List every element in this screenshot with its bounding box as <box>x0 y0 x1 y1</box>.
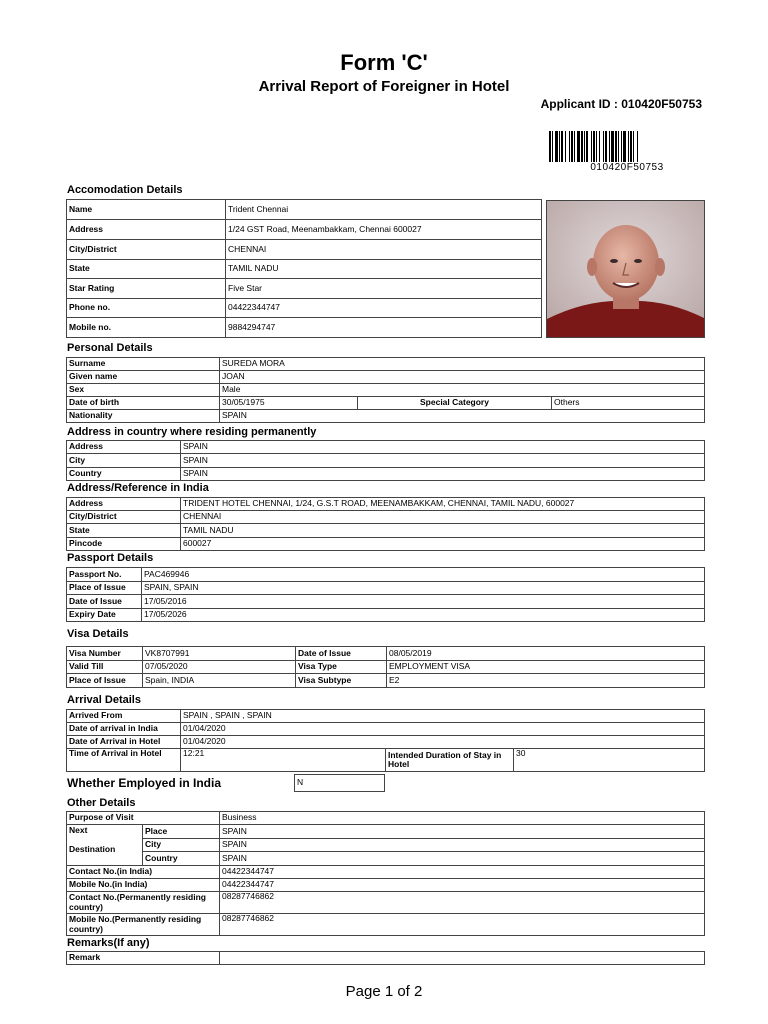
city-label: City <box>143 839 220 852</box>
table-row <box>67 582 705 595</box>
row-value: PAC469946 <box>142 568 705 582</box>
row-value: SPAIN, SPAIN <box>142 582 705 595</box>
sex-label: Sex <box>67 384 220 397</box>
nationality-value: SPAIN <box>220 410 705 423</box>
country-value: SPAIN <box>220 852 705 866</box>
next-destination-label <box>67 825 143 866</box>
table-row <box>67 736 705 749</box>
table-row <box>67 397 705 410</box>
section-visa: Visa Details <box>67 628 129 640</box>
row-value: TAMIL NADU <box>226 260 542 279</box>
table-row <box>67 609 705 622</box>
remark-value <box>220 952 705 965</box>
table-row <box>67 358 705 371</box>
row-value: 600027 <box>181 538 705 551</box>
visa-number-label: Visa Number <box>67 647 143 661</box>
mobile-india-label: Mobile No.(in India) <box>67 879 220 892</box>
row-value: CHENNAI <box>226 240 542 260</box>
barcode-image <box>549 131 705 162</box>
nationality-label: Nationality <box>67 410 220 423</box>
city-value: SPAIN <box>220 839 705 852</box>
mobile-india-value: 04422344747 <box>220 879 705 892</box>
table-row <box>67 749 705 772</box>
visa-doi-label: Date of Issue <box>296 647 387 661</box>
contact-perm-label: Contact No.(Permanently residing country) <box>67 892 220 914</box>
arrival-time-value: 12:21 <box>181 749 386 772</box>
purpose-value: Business <box>220 812 705 825</box>
remarks-table <box>66 951 705 965</box>
given-name-value: JOAN <box>220 371 705 384</box>
row-label: City/District <box>67 240 226 260</box>
row-label: Address <box>67 441 181 454</box>
row-label: Address <box>67 220 226 240</box>
table-row <box>67 384 705 397</box>
form-title: Form 'C' <box>340 50 428 75</box>
row-value: 17/05/2016 <box>142 595 705 609</box>
section-personal: Personal Details <box>67 342 153 354</box>
visa-subtype-value: E2 <box>387 674 705 688</box>
purpose-label: Purpose of Visit <box>67 812 220 825</box>
next-label: Next <box>69 825 88 835</box>
section-other: Other Details <box>67 797 136 809</box>
row-value: 17/05/2026 <box>142 609 705 622</box>
dob-label: Date of birth <box>67 397 220 410</box>
table-row <box>67 318 542 338</box>
table-row <box>67 468 705 481</box>
visa-number-value: VK8707991 <box>143 647 296 661</box>
row-value: SPAIN <box>181 468 705 481</box>
row-value: Five Star <box>226 279 542 299</box>
row-value: 1/24 GST Road, Meenambakkam, Chennai 600027 <box>226 220 542 240</box>
form-subtitle: Arrival Report of Foreigner in Hotel <box>258 78 510 95</box>
row-label: City/District <box>67 511 181 524</box>
section-arrival: Arrival Details <box>67 694 141 706</box>
sex-value: Male <box>220 384 705 397</box>
remark-label: Remark <box>67 952 220 965</box>
table-row <box>67 892 705 914</box>
visa-place-label: Place of Issue <box>67 674 143 688</box>
table-row <box>67 866 705 879</box>
arrived-from-value: SPAIN , SPAIN , SPAIN <box>181 710 705 723</box>
contact-india-value: 04422344747 <box>220 866 705 879</box>
row-label: Place of Issue <box>67 582 142 595</box>
arrival-hotel-label: Date of Arrival in Hotel <box>67 736 181 749</box>
accommodation-table <box>66 199 542 338</box>
dob-value: 30/05/1975 <box>220 397 358 410</box>
table-row <box>67 260 542 279</box>
other-table <box>66 811 705 936</box>
portrait-image <box>547 201 705 338</box>
barcode-text: 010420F50753 <box>590 162 664 173</box>
table-row <box>67 674 705 688</box>
table-row <box>67 498 705 511</box>
mobile-perm-label: Mobile No.(Permanently residing country) <box>67 914 220 936</box>
mobile-perm-value: 08287746862 <box>220 914 705 936</box>
visa-place-value: Spain, INDIA <box>143 674 296 688</box>
row-value: CHENNAI <box>181 511 705 524</box>
country-label: Country <box>143 852 220 866</box>
table-row <box>67 647 705 661</box>
employed-value: N <box>295 775 385 792</box>
row-label: Date of Issue <box>67 595 142 609</box>
table-row <box>67 240 542 260</box>
row-label: Pincode <box>67 538 181 551</box>
row-label: State <box>67 260 226 279</box>
table-row <box>67 595 705 609</box>
table-row <box>67 279 542 299</box>
given-name-label: Given name <box>67 371 220 384</box>
row-label: Passport No. <box>67 568 142 582</box>
row-label: Star Rating <box>67 279 226 299</box>
row-value: 9884294747 <box>226 318 542 338</box>
table-row <box>67 710 705 723</box>
row-value: TRIDENT HOTEL CHENNAI, 1/24, G.S.T ROAD, MEENAMBAKKAM, CHENNAI, TAMIL NADU, 600027 <box>181 498 705 511</box>
table-row <box>67 914 705 936</box>
surname-value: SUREDA MORA <box>220 358 705 371</box>
visa-type-label: Visa Type <box>296 661 387 674</box>
section-india-address: Address/Reference in India <box>67 482 209 494</box>
table-row <box>67 538 705 551</box>
visa-doi-value: 08/05/2019 <box>387 647 705 661</box>
arrival-india-value: 01/04/2020 <box>181 723 705 736</box>
table-row <box>67 812 705 825</box>
row-value: Trident Chennai <box>226 200 542 220</box>
special-category-label: Special Category <box>358 397 552 410</box>
arrival-table <box>66 709 705 772</box>
row-label: Mobile no. <box>67 318 226 338</box>
place-label: Place <box>143 825 220 839</box>
table-row <box>67 661 705 674</box>
special-category-value: Others <box>552 397 705 410</box>
table-row <box>67 410 705 423</box>
india-address-table <box>66 497 705 551</box>
row-label: Name <box>67 200 226 220</box>
table-row <box>67 524 705 538</box>
row-label: Address <box>67 498 181 511</box>
row-label: Expiry Date <box>67 609 142 622</box>
arrival-india-label: Date of arrival in India <box>67 723 181 736</box>
section-remarks: Remarks(If any) <box>67 937 150 949</box>
personal-table <box>66 357 705 423</box>
stay-duration-label: Intended Duration of Stay in Hotel <box>386 749 514 772</box>
visa-type-value: EMPLOYMENT VISA <box>387 661 705 674</box>
table-row <box>67 879 705 892</box>
table-row <box>67 723 705 736</box>
arrived-from-label: Arrived From <box>67 710 181 723</box>
row-value: SPAIN <box>181 454 705 468</box>
table-row <box>67 568 705 582</box>
table-row <box>67 952 705 965</box>
row-label: City <box>67 454 181 468</box>
arrival-hotel-value: 01/04/2020 <box>181 736 705 749</box>
row-label: State <box>67 524 181 538</box>
table-row <box>67 200 542 220</box>
surname-label: Surname <box>67 358 220 371</box>
table-row <box>67 220 542 240</box>
table-row <box>67 441 705 454</box>
table-row <box>67 825 705 839</box>
valid-till-label: Valid Till <box>67 661 143 674</box>
row-value: SPAIN <box>181 441 705 454</box>
section-permanent-address: Address in country where residing permanently <box>67 426 317 438</box>
visa-subtype-label: Visa Subtype <box>296 674 387 688</box>
permanent-address-table <box>66 440 705 481</box>
table-row <box>67 511 705 524</box>
applicant-photo <box>546 200 705 338</box>
applicant-id: Applicant ID : 010420F50753 <box>540 97 702 111</box>
visa-table <box>66 646 705 688</box>
passport-table <box>66 567 705 622</box>
valid-till-value: 07/05/2020 <box>143 661 296 674</box>
table-row <box>67 852 705 866</box>
employed-label: Whether Employed in India <box>67 776 222 790</box>
page-number: Page 1 of 2 <box>345 983 423 1000</box>
row-value: 04422344747 <box>226 299 542 318</box>
table-row <box>67 371 705 384</box>
row-label: Phone no. <box>67 299 226 318</box>
table-row <box>67 839 705 852</box>
table-row <box>67 454 705 468</box>
employed-table <box>294 774 385 792</box>
destination-label: Destination <box>69 843 116 854</box>
table-row <box>67 299 542 318</box>
row-value: TAMIL NADU <box>181 524 705 538</box>
contact-perm-value: 08287746862 <box>220 892 705 914</box>
arrival-time-label: Time of Arrival in Hotel <box>67 749 181 772</box>
section-passport: Passport Details <box>67 552 154 564</box>
contact-india-label: Contact No.(in India) <box>67 866 220 879</box>
row-label: Country <box>67 468 181 481</box>
stay-duration-value: 30 <box>514 749 705 772</box>
section-accommodation: Accomodation Details <box>67 184 183 196</box>
place-value: SPAIN <box>220 825 705 839</box>
